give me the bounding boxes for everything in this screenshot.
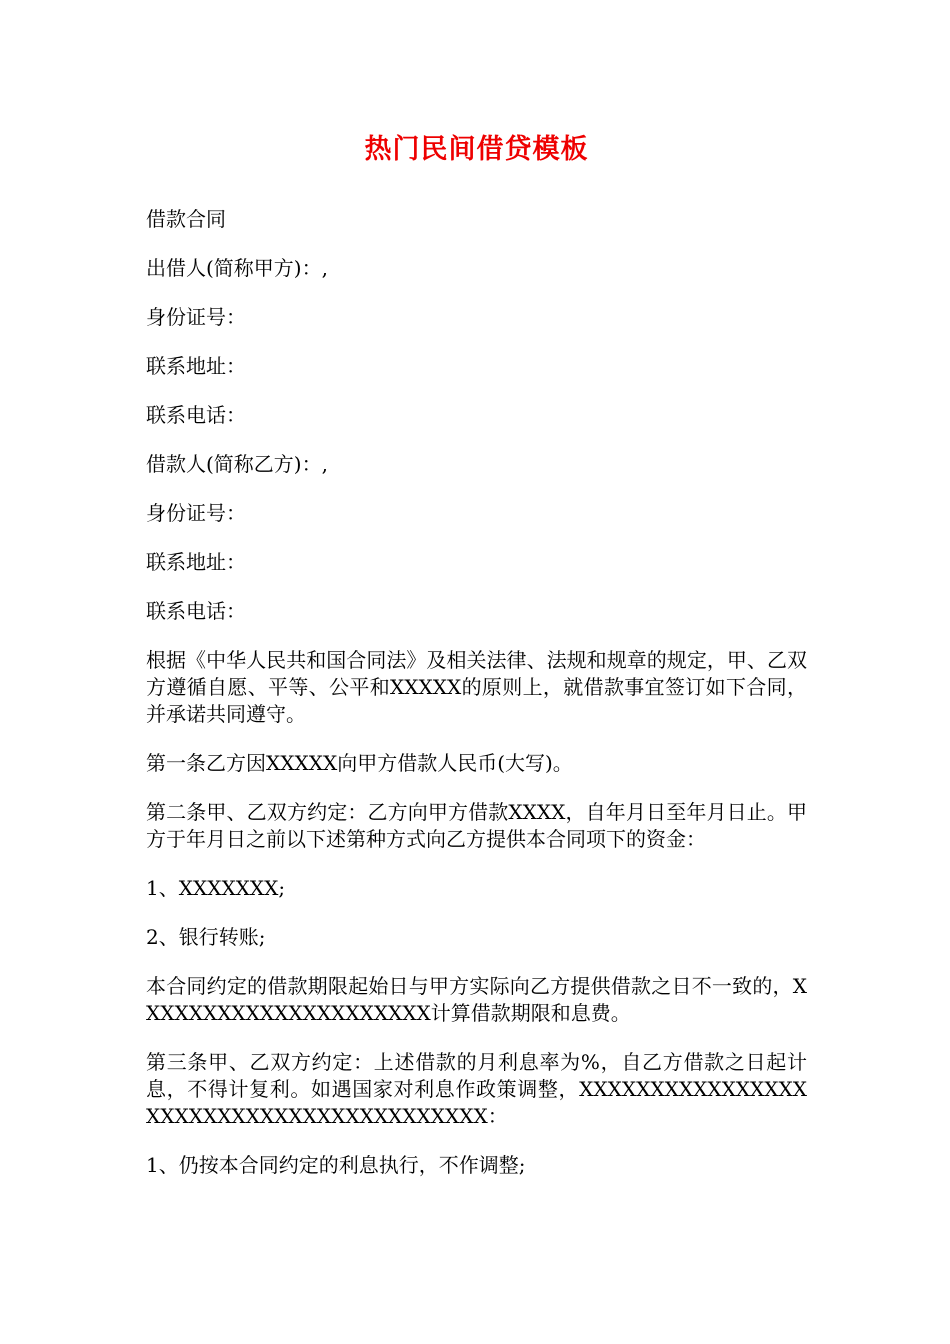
paragraph-borrower-id: 身份证号：: [146, 501, 246, 525]
paragraph-preamble: 根据《中华人民共和国合同法》及相关法律、法规和规章的规定，甲、乙双方遵循自愿、平等、公平和XXXXX的原则上，就借款事宜签订如下合同，并承诺共同遵守。: [146, 648, 807, 726]
paragraph-term-note: 本合同约定的借款期限起始日与甲方实际向乙方提供借款之日不一致的，XXXXXXXXXXXXXXXXXXXXX计算借款期限和息费。: [146, 974, 807, 1025]
paragraph-lender: 出借人(简称甲方)：,: [146, 256, 328, 280]
paragraph-borrower-phone: 联系电话：: [146, 599, 246, 623]
list-item-interest-1: 1、仍按本合同约定的利息执行，不作调整;: [146, 1153, 526, 1177]
paragraph-lender-phone: 联系电话：: [146, 403, 246, 427]
paragraph-borrower: 借款人(简称乙方)：,: [146, 452, 328, 476]
paragraph-lender-id: 身份证号：: [146, 305, 246, 329]
paragraph-contract-heading: 借款合同: [146, 207, 226, 231]
paragraph-article-1: 第一条乙方因XXXXX向甲方借款人民币(大写)。: [146, 751, 573, 775]
list-item-method-2: 2、银行转账;: [146, 925, 266, 949]
paragraph-borrower-address: 联系地址：: [146, 550, 246, 574]
document-title: 热门民间借贷模板: [364, 134, 589, 165]
paragraph-article-3: 第三条甲、乙双方约定：上述借款的月利息率为%，自乙方借款之日起计息，不得计复利。如遇国家对利息作政策调整，XXXXXXXXXXXXXXXXXXXXXXXXXXXXXXXXXXXXXXXX：: [146, 1050, 807, 1128]
paragraph-lender-address: 联系地址：: [146, 354, 246, 378]
list-item-method-1: 1、XXXXXXX;: [146, 876, 286, 900]
paragraph-article-2: 第二条甲、乙双方约定：乙方向甲方借款XXXX，自年月日至年月日止。甲方于年月日之前以下述第种方式向乙方提供本合同项下的资金：: [146, 800, 807, 851]
